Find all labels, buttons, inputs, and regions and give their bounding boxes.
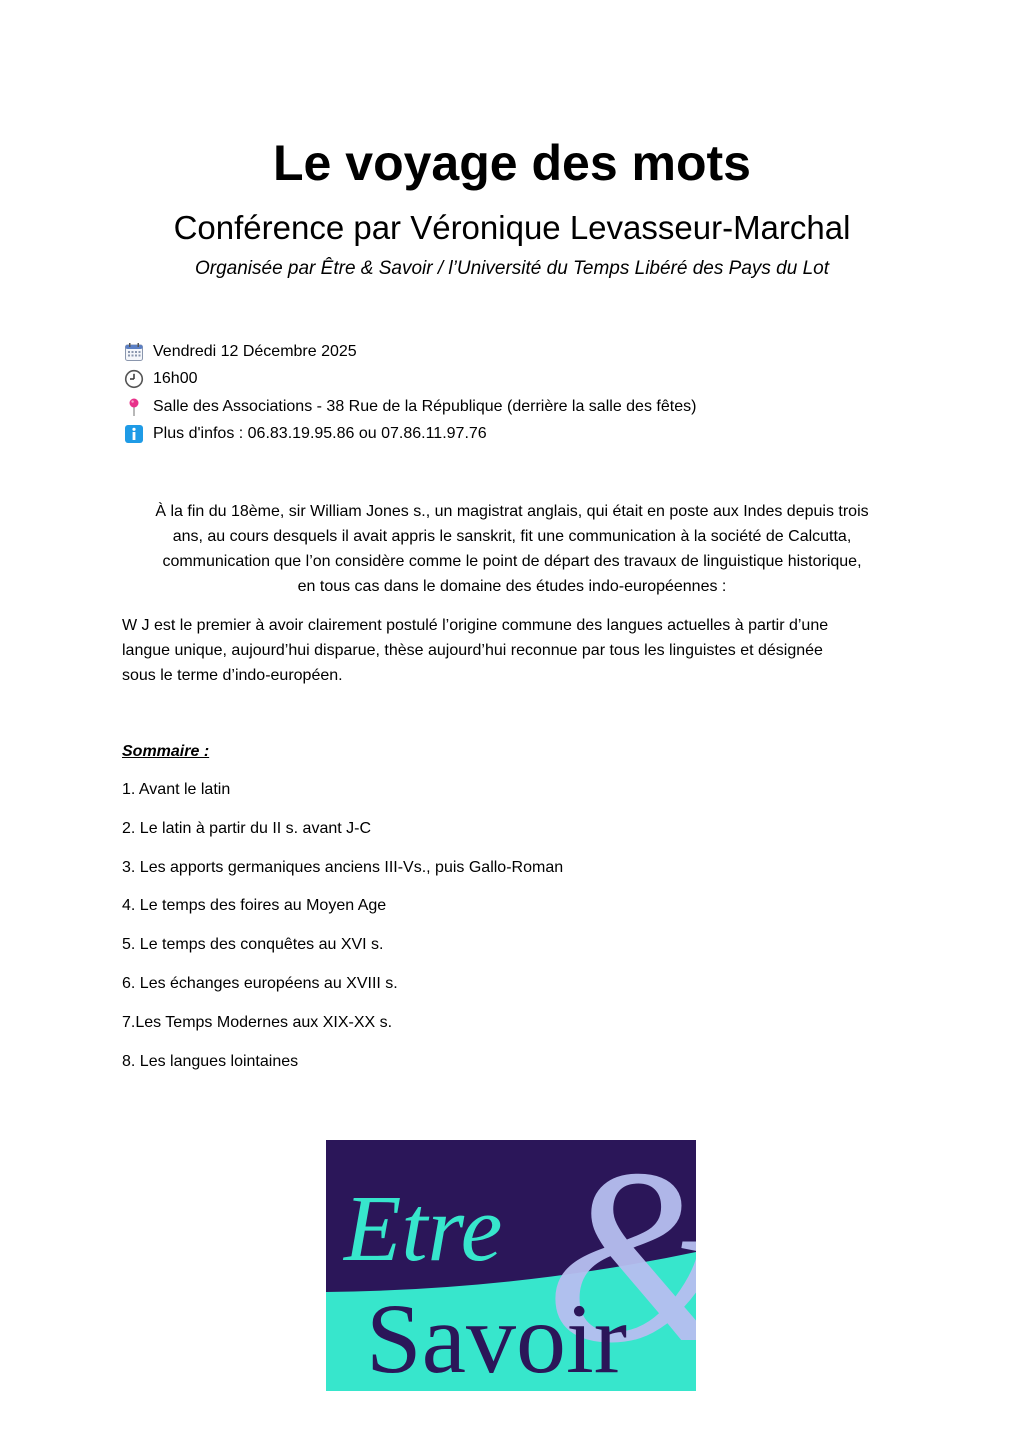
info-row-date xyxy=(123,338,696,366)
sommaire-heading: Sommaire : xyxy=(122,743,210,760)
sommaire-list xyxy=(122,778,563,1088)
list-item: 2. Le latin à partir du II s. avant J-C xyxy=(122,819,372,837)
info-time: 16h00 xyxy=(153,370,198,388)
info-date: Vendredi 12 Décembre 2025 xyxy=(153,342,357,360)
clock-icon xyxy=(123,369,145,389)
list-item: 1. Avant le latin xyxy=(122,781,231,798)
intro-line: À la fin du 18ème, sir William Jones s., un magistrat anglais, qui était en poste aux Indes depuis trois xyxy=(155,503,869,520)
body-paragraph xyxy=(122,613,912,688)
logo-graphic xyxy=(326,1140,696,1391)
info-row-location xyxy=(123,393,696,421)
info-location: Salle des Associations - 38 Rue de la République (derrière la salle des fêtes) xyxy=(153,397,697,415)
intro-paragraph xyxy=(112,499,912,599)
list-item: 3. Les apports germaniques anciens III-Vs., puis Gallo-Roman xyxy=(122,858,564,876)
list-item: 8. Les langues lointaines xyxy=(122,1052,299,1070)
info-row-time xyxy=(123,366,696,394)
intro-line: en tous cas dans le domaine des études indo-européennes : xyxy=(297,578,727,595)
page-title: Le voyage des mots xyxy=(273,135,751,191)
info-row-contact xyxy=(123,421,696,449)
list-item: 4. Le temps des foires au Moyen Age xyxy=(122,897,387,915)
event-info xyxy=(123,338,696,448)
info-contact: Plus d'infos : 06.83.19.95.86 ou 07.86.11.97.76 xyxy=(153,425,487,443)
organizer-line: Organisée par Être & Savoir / l’Université du Temps Libéré des Pays du Lot xyxy=(194,258,829,279)
info-icon xyxy=(123,424,145,444)
list-item: 6. Les échanges européens au XVIII s. xyxy=(122,974,398,992)
logo-word-savoir: Savoir xyxy=(366,1283,628,1391)
intro-line: communication que l’on considère comme le point de départ des travaux de linguistique historique, xyxy=(162,553,862,570)
logo-word-etre: Etre xyxy=(344,1177,503,1281)
list-item: 7.Les Temps Modernes aux XIX-XX s. xyxy=(122,1013,393,1031)
page-subtitle: Conférence par Véronique Levasseur-Marchal xyxy=(173,209,851,246)
paragraph-line: W J est le premier à avoir clairement postulé l’origine commune des langues actuelles à partir d’une xyxy=(122,617,829,634)
paragraph-line: langue unique, aujourd’hui disparue, thèse aujourd’hui reconnue par tous les linguistes et désignée xyxy=(122,642,823,659)
paragraph-line: sous le terme d’indo-européen. xyxy=(122,667,343,684)
calendar-icon xyxy=(123,342,145,362)
intro-line: ans, au cours desquels il avait appris le sanskrit, fit une communication à la société de Calcutta, xyxy=(172,528,852,545)
pin-icon xyxy=(123,397,145,417)
list-item: 5. Le temps des conquêtes au XVI s. xyxy=(122,936,384,954)
etre-et-savoir-logo xyxy=(326,1140,696,1391)
